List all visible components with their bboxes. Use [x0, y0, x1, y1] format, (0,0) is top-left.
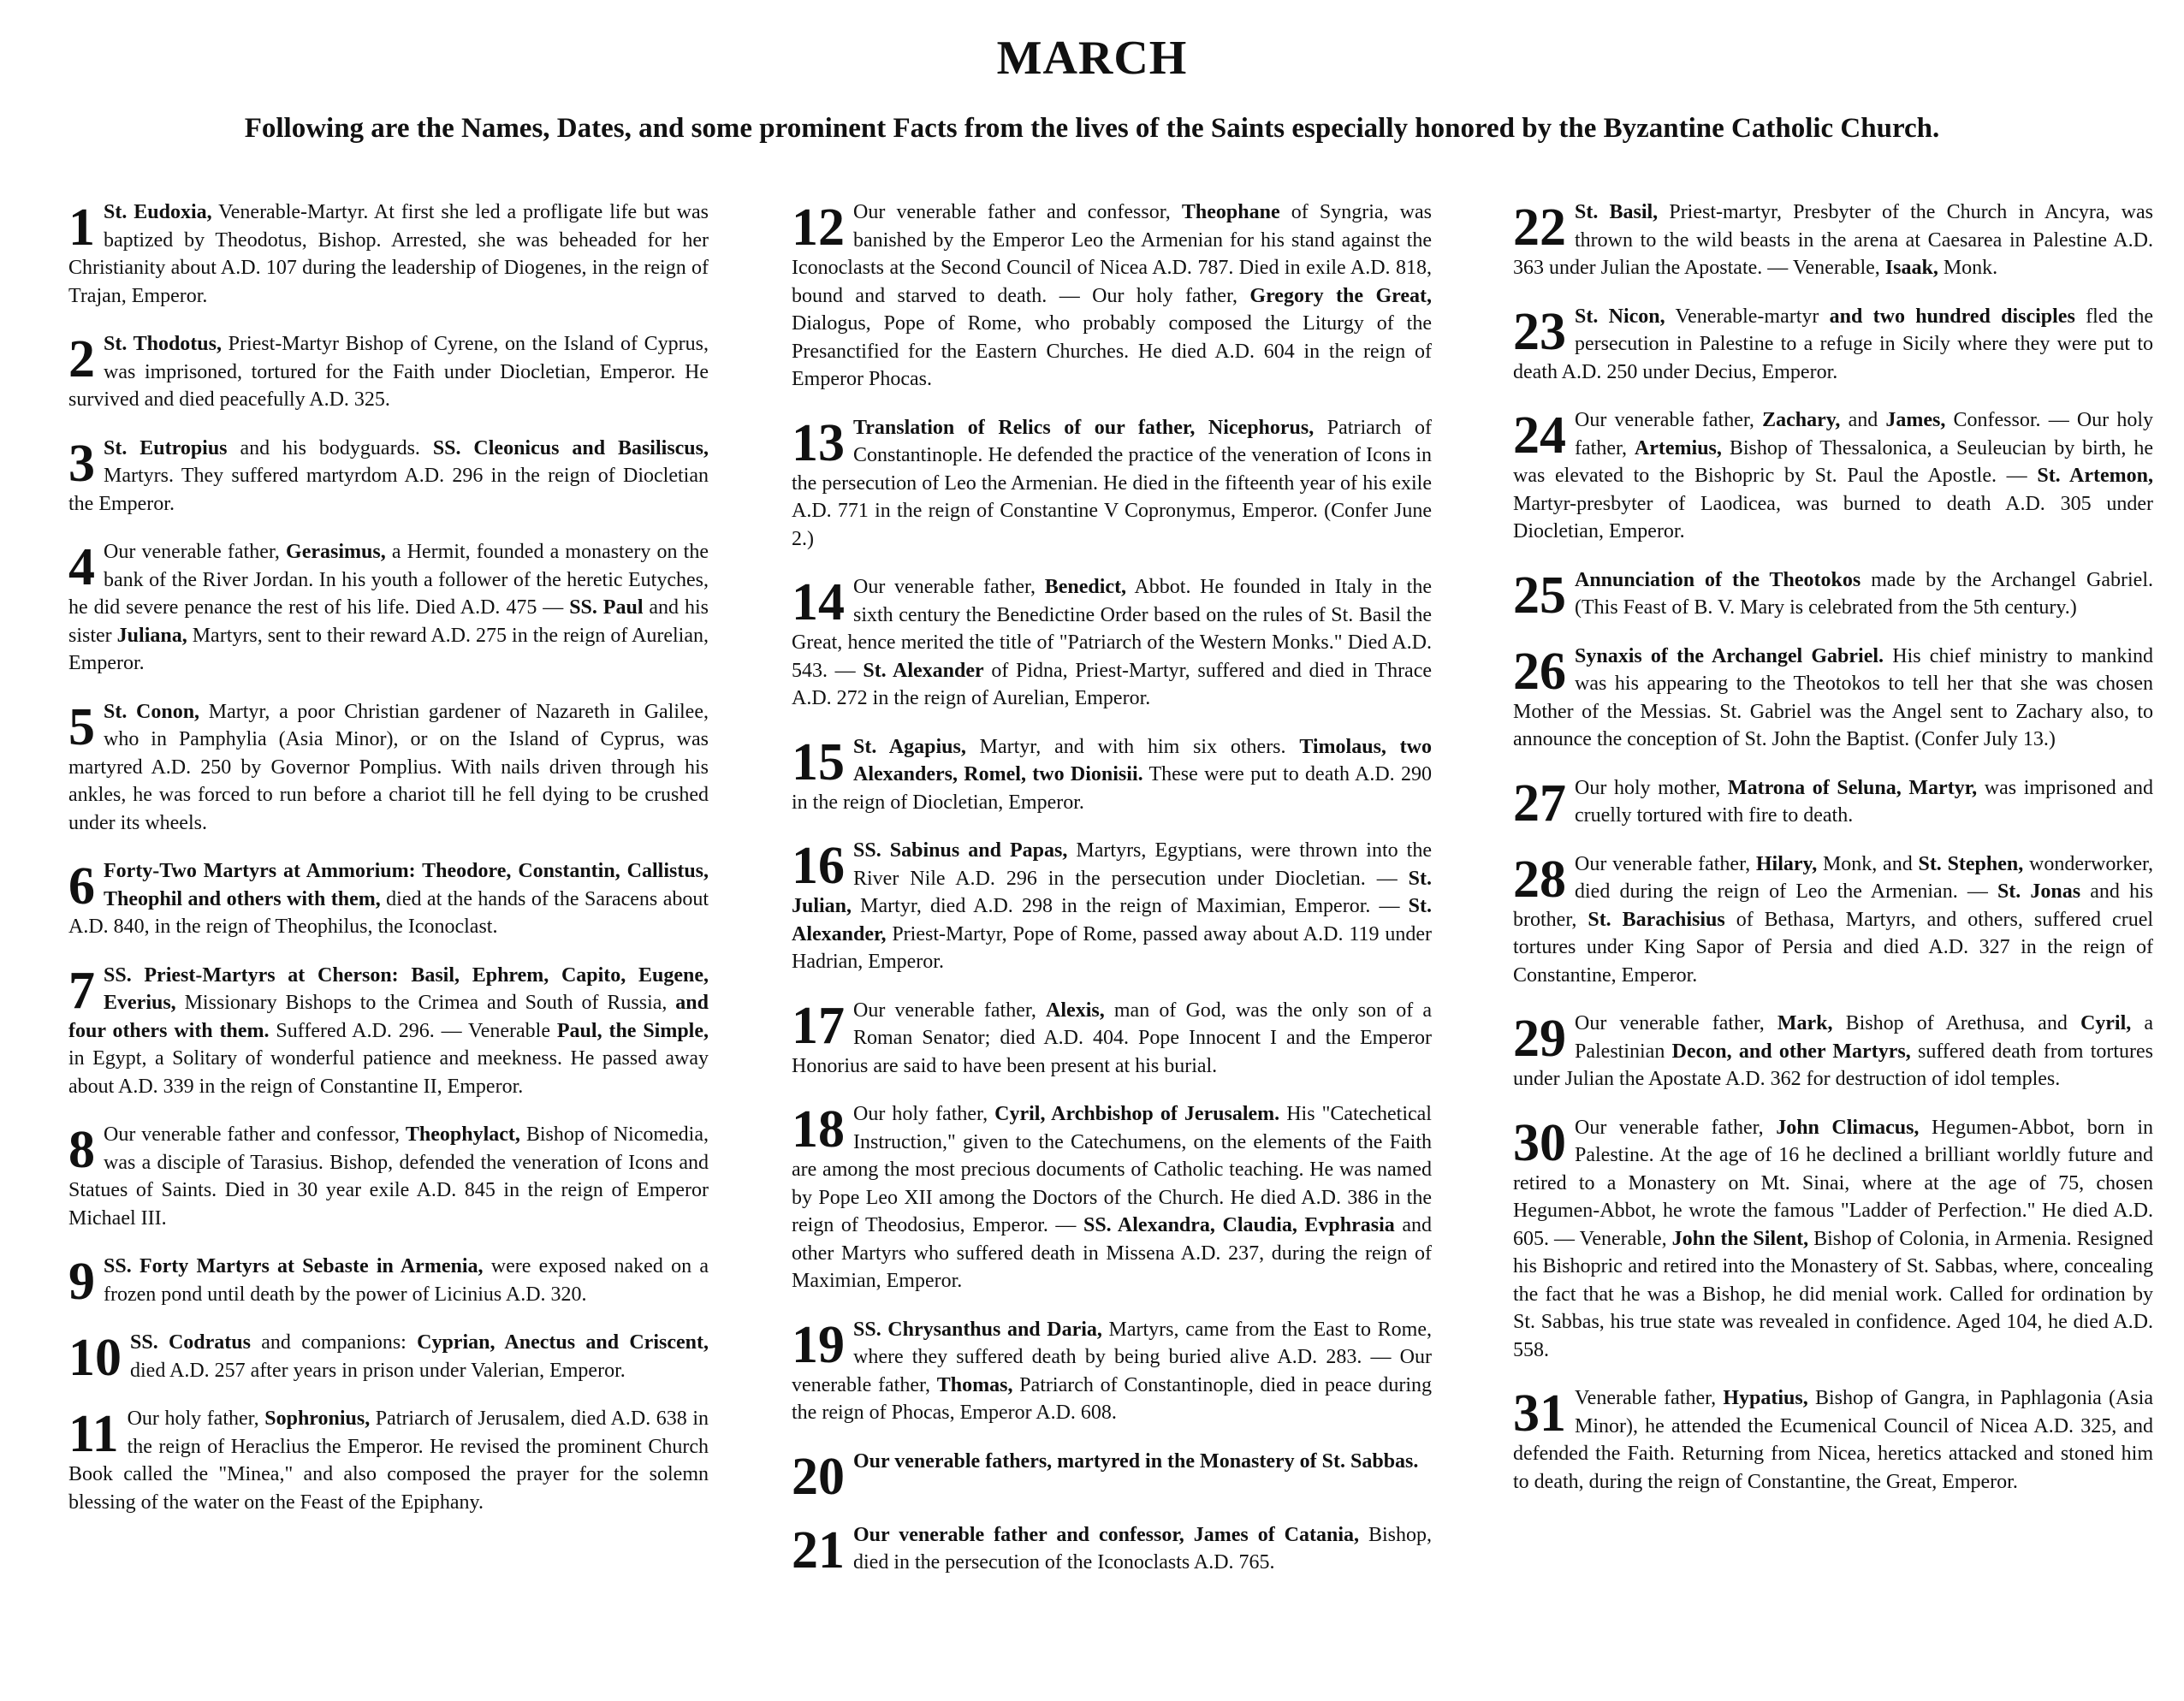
entry-description: Martyr-presbyter of Laodicea, was burned to death A.D. 305 under Diocletian, Emperor.	[1513, 492, 2153, 542]
entry-description: Our holy father,	[127, 1408, 265, 1430]
entry-description: Our venerable father and confessor,	[853, 201, 1182, 223]
entry-text	[1513, 1114, 2153, 1365]
entry-text	[68, 1405, 709, 1516]
saint-name: Gerasimus,	[286, 541, 386, 563]
entry-description: Martyrs, Egyptians, were thrown into the River Nile A.D. 296 in the persecution under Diocletian. —	[853, 839, 1432, 890]
saint-name: St. Thodotus,	[104, 333, 222, 355]
day-number: 2	[68, 330, 95, 388]
entry-description: Bishop, died in the persecution of the Iconoclasts A.D. 765.	[853, 1523, 1432, 1574]
day-number: 30	[1513, 1113, 1566, 1172]
entry-description: Our venerable father,	[104, 541, 287, 563]
entry-description: fled the persecution in Palestine to a refuge in Sicily where they were put to death A.D. 250 under Decius, Emperor.	[1513, 305, 2153, 383]
day-number: 29	[1513, 1010, 1566, 1068]
saint-entry	[1513, 774, 2153, 830]
entry-text	[792, 733, 1432, 817]
entry-text	[1513, 643, 2153, 754]
entry-description: and companions:	[250, 1331, 418, 1354]
saint-entry	[68, 962, 709, 1101]
entry-description: Our venerable father,	[853, 999, 1047, 1022]
day-number: 25	[1513, 566, 1566, 622]
day-number: 20	[792, 1447, 845, 1501]
saint-name: St. Eudoxia,	[104, 201, 212, 223]
page-title: MARCH	[996, 32, 1188, 85]
day-number: 24	[1513, 406, 1566, 465]
column-2	[792, 199, 1432, 1597]
entry-description: His chief ministry to mankind was his appearing to the Theotokos to tell her that she was chosen Mother of the Messias. St. Gabriel was the Angel sent to Zachary also, to announce the conception of St. John the Baptist. (Confer July 13.)	[1513, 644, 2153, 750]
saint-name: St. Nicon,	[1575, 305, 1665, 328]
entry-description: Our venerable father,	[1575, 852, 1756, 875]
day-number: 27	[1513, 773, 1566, 830]
entry-text	[1513, 850, 2153, 990]
entry-text	[68, 857, 709, 941]
day-number: 26	[1513, 642, 1566, 701]
entry-description: Venerable father,	[1575, 1387, 1724, 1409]
entry-description: Our holy father,	[853, 1103, 995, 1125]
saint-name: SS. Paul	[569, 596, 644, 619]
page-subtitle: Following are the Names, Dates, and some prominent Facts from the lives of the Saints especially honored by the Byzantine Catholic Church.	[244, 113, 1940, 144]
saint-name: Thomas,	[936, 1373, 1013, 1396]
entry-text	[792, 199, 1432, 394]
saint-name: SS. Forty Martyrs at Sebaste in Armenia,	[104, 1255, 484, 1277]
saint-entry	[68, 538, 709, 678]
entry-text	[792, 414, 1432, 554]
saint-name: St. Stephen,	[1918, 852, 2024, 875]
entry-description: Priest-Martyr Bishop of Cyrene, on the Island of Cyprus, was imprisoned, tortured for the Faith under Diocletian, Emperor. He survived and died peacefully A.D. 325.	[68, 333, 709, 411]
entry-description: Priest-Martyr, Pope of Rome, passed away about A.D. 119 under Hadrian, Emperor.	[792, 922, 1432, 973]
saint-name: Matrona of Seluna, Martyr,	[1727, 776, 1978, 799]
entry-description: Missionary Bishops to the Crimea and South of Russia,	[175, 992, 676, 1014]
entry-description: Hegumen-Abbot, born in Palestine. At the age of 16 he declined a brilliant worldly future and retired to a Monastery on Mt. Sinai, where at the age of 75, chosen Hegumen-Abbot, he wrote the famous "Ladder of Perfection." He died A.D. 605. — Venerable,	[1513, 1116, 2153, 1250]
entry-description: Our venerable father,	[1575, 1012, 1777, 1034]
entry-description: Suffered A.D. 296. — Venerable	[269, 1019, 557, 1042]
saint-name: and two hundred disciples	[1829, 305, 2075, 328]
entry-text	[1513, 566, 2153, 622]
saint-entry	[68, 330, 709, 414]
entry-description: and his brother,	[1513, 880, 2153, 931]
entry-description: and his sister	[68, 596, 709, 647]
entry-text	[68, 199, 709, 310]
saint-entry	[792, 199, 1432, 394]
entry-description: was imprisoned and cruelly tortured with fire to death.	[1575, 776, 2153, 827]
day-number: 28	[1513, 850, 1566, 909]
saint-entry	[1513, 643, 2153, 754]
saint-name: Benedict,	[1044, 576, 1127, 598]
day-number: 4	[68, 538, 95, 596]
saint-name: SS. Cleonicus and Basiliscus,	[432, 436, 709, 459]
day-number: 6	[68, 857, 95, 916]
saint-entry	[1513, 1384, 2153, 1496]
day-number: 5	[68, 697, 95, 756]
entry-description: Confessor. — Our holy father,	[1575, 409, 2153, 459]
day-number: 10	[68, 1329, 122, 1384]
saint-name: St. Basil,	[1575, 201, 1659, 223]
day-number: 16	[792, 837, 845, 895]
day-number: 21	[792, 1520, 845, 1577]
entry-description: Our venerable father,	[1575, 1116, 1777, 1139]
entry-text	[792, 1100, 1432, 1295]
entry-description: of Syngria, was banished by the Emperor Leo the Armenian for his stand against the Iconoclasts at the Second Council of Nicea A.D. 787. Died in exile A.D. 818, bound and starved to death. — Our holy father,	[792, 201, 1432, 307]
entry-text	[1513, 1010, 2153, 1094]
entry-description: Martyr, died A.D. 298 in the reign of Maximian, Emperor. —	[852, 895, 1409, 917]
saint-entry	[792, 837, 1432, 976]
entry-description: a Palestinian	[1575, 1012, 2153, 1063]
entry-description: Patriarch of Jerusalem, died A.D. 638 in the reign of Heraclius the Emperor. He revised the prominent Church Book called the "Minea," and also composed the prayer for the solemn blessing of the water on the Feast of the Epiphany.	[68, 1408, 709, 1514]
entry-description: Patriarch of Constantinople. He defended the practice of the veneration of Icons in the persecution of Leo the Armenian. He died in the fifteenth year of his exile A.D. 771 in the reign of Constantine V Copronymus, Emperor. (Confer June 2.)	[792, 416, 1432, 550]
saint-name: Gregory the Great,	[1249, 284, 1432, 307]
entry-description: Martyr, and with him six others.	[965, 735, 1300, 758]
entry-text	[68, 1253, 709, 1308]
entry-description: Bishop of Nicomedia, was a disciple of Tarasius. Bishop, defended the veneration of Icons and Statues of Saints. Died in 30 year exile A.D. 845 in the reign of Emperor Michael III.	[68, 1123, 709, 1230]
day-number: 23	[1513, 302, 1566, 361]
entry-description: These were put to death A.D. 290 in the reign of Diocletian, Emperor.	[792, 763, 1432, 814]
saint-name: Cyril,	[2080, 1012, 2132, 1034]
saint-entry	[68, 1253, 709, 1308]
day-number: 15	[792, 732, 845, 791]
saint-entry	[792, 414, 1432, 554]
entry-text	[68, 330, 709, 414]
saint-name: Juliana,	[116, 624, 187, 647]
saint-entry	[1513, 1010, 2153, 1094]
saint-entry	[68, 1329, 709, 1384]
saint-name: Alexis,	[1046, 999, 1105, 1022]
saint-name: Our venerable fathers, martyred in the Monastery of St. Sabbas.	[853, 1449, 1419, 1473]
entry-text	[68, 1121, 709, 1232]
saint-name: Hilary,	[1755, 852, 1818, 875]
entry-description: Venerable-martyr	[1665, 305, 1830, 328]
saint-entry	[792, 733, 1432, 817]
entry-description: Dialogus, Pope of Rome, who probably composed the Liturgy of the Presanctified for the Eastern Churches. He died A.D. 604 in the reign of Emperor Phocas.	[792, 312, 1432, 390]
day-number: 7	[68, 961, 95, 1020]
saint-name: Sophronius,	[264, 1408, 371, 1430]
entry-text	[1513, 199, 2153, 282]
entry-description: wonderworker, died during the reign of Leo the Armenian. —	[1575, 852, 2153, 903]
saint-entry	[792, 1316, 1432, 1427]
saint-name: Timolaus, two Alexanders, Romel, two Dionisii.	[853, 735, 1432, 785]
saint-name: Synaxis of the Archangel Gabriel.	[1575, 644, 1884, 667]
saint-entry	[792, 1100, 1432, 1295]
entry-text	[1513, 1384, 2153, 1496]
saint-name: SS. Codratus	[130, 1331, 251, 1354]
entry-text	[792, 573, 1432, 713]
saint-entry	[1513, 1114, 2153, 1365]
saint-entry	[68, 1405, 709, 1516]
saint-name: Cyril, Archbishop of Jerusalem.	[994, 1103, 1280, 1125]
entry-description: Our venerable father and confessor,	[104, 1123, 406, 1146]
entry-description: Martyr, a poor Christian gardener of Nazareth in Galilee, who in Pamphylia (Asia Minor), or on the Island of Cyprus, was martyred A.D. 250 by Governor Pomplius. With nails driven through his ankles, he was forced to run before a chariot till he fell dying to be crushed under its wheels.	[68, 700, 709, 834]
entry-description: a Hermit, founded a monastery on the bank of the River Jordan. In his youth a follower of the heretic Eutyches, he did severe penance the rest of his life. Died A.D. 475 —	[68, 541, 709, 619]
day-number: 19	[792, 1315, 845, 1374]
entry-description: Monk.	[1938, 257, 1998, 279]
saint-entry	[1513, 566, 2153, 622]
entry-description: Abbot. He founded in Italy in the sixth century the Benedictine Order based on the rules of St. Basil the Great, hence merited the title of "Patriarch of the Western Monks." Died A.D. 543. —	[792, 576, 1432, 682]
day-number: 18	[792, 1100, 845, 1159]
entry-description: were exposed naked on a frozen pond until death by the power of Licinius A.D. 320.	[104, 1255, 709, 1306]
saint-name: SS. Priest-Martyrs at Cherson: Basil, Ephrem, Capito, Eugene, Everius,	[104, 963, 709, 1014]
entry-description: Venerable-Martyr. At first she led a profligate life but was baptized by Theodotus, Bishop. Arrested, she was beheaded for her Christianity about A.D. 107 during the leadership of Diogenes, in the reign of Trajan, Emperor.	[68, 201, 709, 307]
entry-description: Martyrs, sent to their reward A.D. 275 in the reign of Aurelian, Emperor.	[68, 624, 709, 674]
saint-name: Our venerable father and confessor, James of Catania,	[853, 1523, 1360, 1546]
entry-description: in Egypt, a Solitary of wonderful patience and meekness. He passed away about A.D. 339 in the reign of Constantine II, Emperor.	[68, 1047, 709, 1098]
saint-name: St. Alexander,	[792, 895, 1432, 945]
day-number: 1	[68, 199, 95, 257]
entry-text	[68, 435, 709, 519]
entry-description: Patriarch of Constantinople, died in peace during the reign of Phocas, Emperor A.D. 608.	[792, 1373, 1432, 1424]
saint-name: Annunciation of the Theotokos	[1575, 568, 1861, 591]
saint-entry	[792, 1448, 1432, 1501]
day-number: 12	[792, 199, 845, 257]
saint-name: Theophylact,	[405, 1123, 520, 1146]
entry-text	[792, 837, 1432, 976]
entry-description: died at the hands of the Saracens about A.D. 840, in the reign of Theophilus, the Iconoclast.	[68, 887, 709, 938]
entry-description: Our venerable father,	[853, 576, 1045, 598]
entry-text	[1513, 406, 2153, 546]
day-number: 17	[792, 996, 845, 1055]
saint-name: St. Conon,	[104, 700, 200, 723]
day-number: 8	[68, 1121, 95, 1179]
saint-name: St. Agapius,	[853, 735, 966, 758]
day-number: 9	[68, 1253, 95, 1308]
saint-entry	[68, 435, 709, 519]
entry-description: Priest-martyr, Presbyter of the Church in Ancyra, was thrown to the wild beasts in the arena at Caesarea in Palestine A.D. 363 under Julian the Apostate. — Venerable,	[1513, 201, 2153, 279]
entry-description: Martyrs. They suffered martyrdom A.D. 296 in the reign of Diocletian the Emperor.	[68, 465, 709, 515]
entry-text	[68, 962, 709, 1101]
saint-name: John Climacus,	[1776, 1116, 1920, 1139]
saint-entry	[68, 857, 709, 941]
day-number: 31	[1513, 1384, 1566, 1443]
saint-name: St. Eutropius	[104, 436, 228, 459]
entry-description: and other Martyrs who suffered death in Missena A.D. 237, during the reign of Maximian, Emperor.	[792, 1214, 1432, 1292]
saint-entry	[68, 1121, 709, 1232]
saint-name: SS. Alexandra, Claudia, Evphrasia	[1083, 1214, 1395, 1236]
saint-name: Translation of Relics of our father, Nicephorus,	[853, 416, 1315, 439]
entry-text	[68, 538, 709, 678]
entry-description: Our venerable father,	[1575, 409, 1763, 431]
entry-text	[68, 1329, 709, 1384]
day-number: 14	[792, 573, 845, 631]
saint-name: Isaak,	[1884, 257, 1938, 279]
saint-name: Paul, the Simple,	[556, 1019, 709, 1042]
day-number: 3	[68, 434, 95, 493]
saint-entry	[792, 997, 1432, 1081]
saint-name: Theophane	[1181, 201, 1280, 223]
saint-name: SS. Chrysanthus and Daria,	[853, 1318, 1102, 1341]
entry-description: Martyrs, came from the East to Rome, where they suffered death by being buried alive A.D. 283. — Our venerable father,	[792, 1318, 1432, 1396]
saint-name: Hypatius,	[1723, 1387, 1808, 1409]
day-number: 22	[1513, 199, 1566, 257]
saint-name: and four others with them.	[68, 992, 709, 1042]
saint-name: St. Jonas	[1997, 880, 2081, 903]
entry-text	[792, 997, 1432, 1081]
saint-entry	[1513, 850, 2153, 990]
saint-name: James,	[1885, 409, 1946, 431]
day-number: 11	[68, 1405, 119, 1463]
saint-name: Decon, and other Martyrs,	[1671, 1040, 1911, 1063]
entry-description: of Pidna, Priest-Martyr, suffered and died in Thrace A.D. 272 in the reign of Aurelian, Emperor.	[792, 659, 1432, 709]
entry-description: man of God, was the only son of a Roman Senator; died A.D. 404. Pope Innocent I and the Emperor Honorius are said to have been present at his burial.	[792, 999, 1432, 1077]
entry-text	[792, 1316, 1432, 1427]
entry-description: Our holy mother,	[1575, 776, 1728, 799]
saint-name: St. Alexander	[863, 659, 984, 682]
entry-description: His "Catechetical Instruction," given to the Catechumens, on the elements of the Faith are among the most precious documents of Catholic teaching. He was named by Pope Leo XII among the Doctors of the Church. He died A.D. 386 in the reign of Theodosius, Emperor. —	[792, 1103, 1432, 1236]
entry-description: Monk, and	[1817, 852, 1919, 875]
saint-name: Zachary,	[1762, 409, 1841, 431]
day-number: 13	[792, 413, 845, 472]
entry-description: and	[1840, 409, 1886, 431]
column-1	[68, 199, 709, 1537]
entry-text	[792, 1448, 1432, 1501]
entry-text	[792, 1521, 1432, 1577]
saint-name: John the Silent,	[1671, 1227, 1809, 1250]
entry-description: Bishop of Thessalonica, a Seuleucian by birth, he was elevated to the Bishopric by St. Paul the Apostle. —	[1513, 436, 2153, 487]
saint-entry	[68, 199, 709, 310]
entry-description: Bishop of Gangra, in Paphlagonia (Asia Minor), he attended the Ecumenical Council of Nicea A.D. 325, and defended the Faith. Returning from Nicea, heretics attacked and stoned him to death, during the reign of Constantine, the Great, Emperor.	[1513, 1387, 2153, 1493]
entry-description: Bishop of Colonia, in Armenia. Resigned his Bishopric and retired into the Monastery of St. Sabbas, where, concealing the fact that he was a Bishop, he did menial work. Called for ordination by St. Sabbas, his true state was revealed in confidence. Aged 104, he died A.D. 558.	[1513, 1227, 2153, 1361]
entry-description: made by the Archangel Gabriel. (This Feast of B. V. Mary is celebrated from the 5th century.)	[1575, 568, 2153, 619]
entry-text	[1513, 774, 2153, 830]
saint-entry	[792, 573, 1432, 713]
saint-name: St. Barachisius	[1588, 908, 1725, 931]
column-3	[1513, 199, 2153, 1516]
saint-entry	[68, 698, 709, 838]
saint-entry	[1513, 303, 2153, 387]
entry-description: died A.D. 257 after years in prison under Valerian, Emperor.	[130, 1359, 626, 1382]
saint-entry	[792, 1521, 1432, 1577]
saint-name: St. Julian,	[792, 867, 1432, 917]
entry-description: Bishop of Arethusa, and	[1832, 1012, 2080, 1034]
saint-name: Artemius,	[1634, 436, 1722, 459]
saint-entry	[1513, 199, 2153, 282]
saint-name: SS. Sabinus and Papas,	[853, 839, 1068, 862]
entry-text	[68, 698, 709, 838]
saint-entry	[1513, 406, 2153, 546]
entry-description: of Bethasa, Martyrs, and others, suffered cruel tortures under King Sapor of Persia and died A.D. 327 in the reign of Constantine, Emperor.	[1513, 908, 2153, 987]
saint-name: Cyprian, Anectus and Criscent,	[417, 1331, 709, 1354]
entry-text	[1513, 303, 2153, 387]
saint-name: Forty-Two Martyrs at Ammorium: Theodore, Constantin, Callistus, Theophil and others with them,	[104, 860, 709, 910]
saint-name: St. Artemon,	[2037, 465, 2153, 487]
entry-description: suffered death from tortures under Julian the Apostate A.D. 362 for destruction of idol temples.	[1513, 1040, 2153, 1090]
entry-description: and his bodyguards.	[227, 436, 433, 459]
saint-name: Mark,	[1777, 1012, 1833, 1034]
